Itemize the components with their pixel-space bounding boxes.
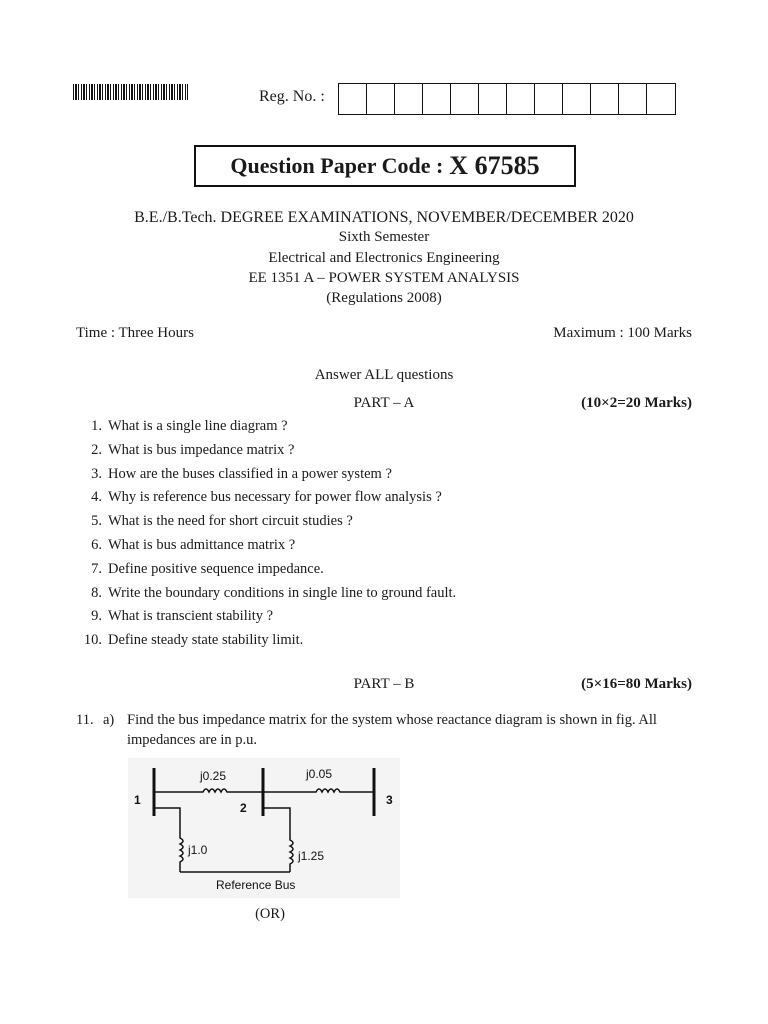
reg-no-box[interactable] [367, 84, 395, 114]
label-reference-bus: Reference Bus [216, 878, 296, 892]
question-11-number: 11. [76, 712, 94, 728]
reg-no-box[interactable] [339, 84, 367, 114]
reg-no-box[interactable] [507, 84, 535, 114]
question-2: 2. What is bus impedance matrix ? [91, 442, 295, 458]
reg-no-box[interactable] [647, 84, 675, 114]
label-bus2: 2 [240, 801, 247, 815]
label-bus1: 1 [134, 793, 141, 807]
question-paper-code-label: Question Paper Code : [230, 153, 444, 178]
max-marks-label: Maximum : 100 Marks [553, 325, 692, 341]
question-paper-code-value: X 67585 [449, 151, 540, 180]
question-3: 3. How are the buses classified in a power system ? [91, 466, 392, 482]
regulations: (Regulations 2008) [326, 290, 442, 306]
barcode [73, 84, 188, 100]
reg-no-label: Reg. No. : [259, 88, 325, 105]
reg-no-box[interactable] [563, 84, 591, 114]
reg-no-box[interactable] [451, 84, 479, 114]
question-11-text: Find the bus impedance matrix for the system whose reactance diagram is shown in fig. All impedances are in p.u. [127, 712, 657, 748]
instruction: Answer ALL questions [314, 367, 454, 383]
reg-no-box[interactable] [395, 84, 423, 114]
question-6: 6. What is bus admittance matrix ? [91, 537, 296, 553]
question-11a [76, 710, 696, 750]
question-7: 7. Define positive sequence impedance. [91, 561, 324, 577]
label-z23: j0.05 [306, 767, 333, 781]
exam-title: B.E./B.Tech. DEGREE EXAMINATIONS, NOVEMBER/DECEMBER 2020 [134, 209, 634, 226]
reg-no-box[interactable] [619, 84, 647, 114]
question-4: 4. Why is reference bus necessary for power flow analysis ? [91, 489, 442, 505]
question-10: 10. Define steady state stability limit. [83, 632, 304, 648]
reg-no-box[interactable] [535, 84, 563, 114]
question-5: 5. What is the need for short circuit studies ? [91, 513, 353, 529]
reg-no-box[interactable] [479, 84, 507, 114]
reg-no-boxes[interactable] [338, 83, 676, 115]
question-1: 1. What is a single line diagram ? [91, 418, 288, 434]
part-b-marks: (5×16=80 Marks) [581, 676, 692, 692]
label-z12: j0.25 [200, 769, 227, 783]
label-z1r: j1.0 [188, 843, 208, 857]
department: Electrical and Electronics Engineering [268, 250, 500, 266]
part-a-marks: (10×2=20 Marks) [581, 395, 692, 411]
semester: Sixth Semester [338, 229, 430, 245]
part-b-title: PART – B [353, 676, 415, 692]
time-label: Time : Three Hours [76, 325, 194, 341]
label-bus3: 3 [386, 793, 393, 807]
question-11-sub: a) [103, 712, 115, 728]
subject: EE 1351 A – POWER SYSTEM ANALYSIS [248, 270, 520, 286]
or-separator: (OR) [255, 906, 285, 922]
reg-no-box[interactable] [423, 84, 451, 114]
part-a-title: PART – A [353, 395, 415, 411]
label-z2r: j1.25 [298, 849, 325, 863]
question-8: 8. Write the boundary conditions in single line to ground fault. [91, 585, 457, 601]
reg-no-box[interactable] [591, 84, 619, 114]
question-paper-code-box [194, 145, 576, 187]
question-9: 9. What is transcient stability ? [91, 608, 274, 624]
reactance-diagram [128, 758, 400, 898]
